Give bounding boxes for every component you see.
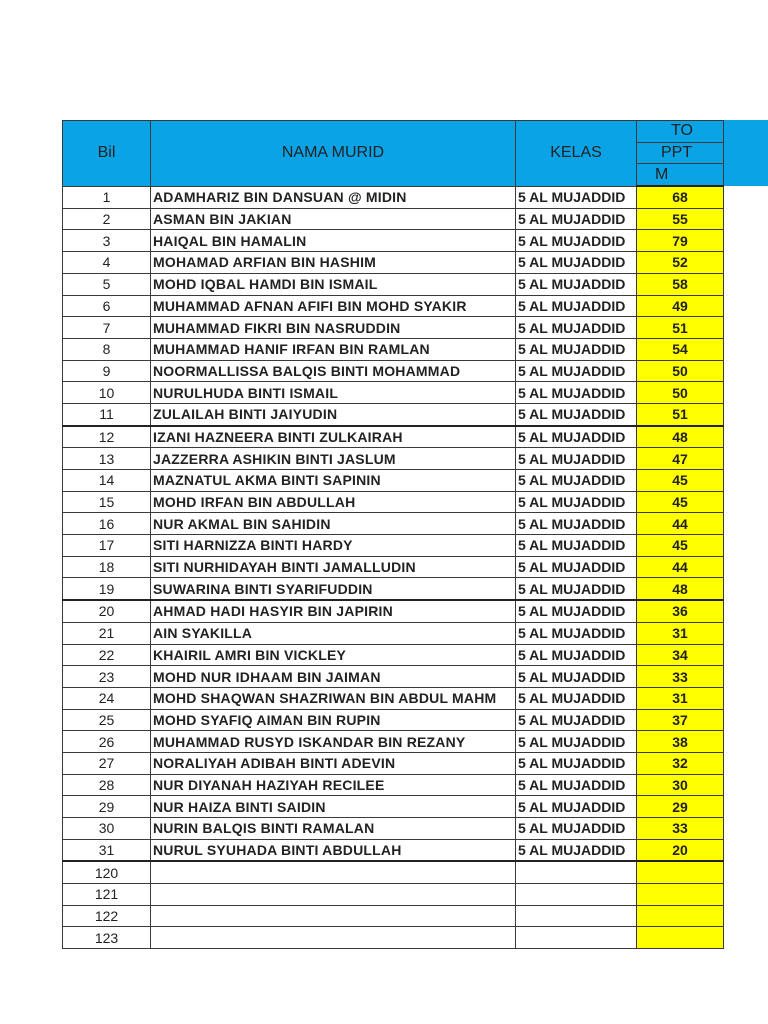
cell-kelas[interactable] xyxy=(516,861,637,883)
cell-score-m[interactable]: 58 xyxy=(637,273,724,295)
cell-kelas[interactable]: 5 AL MUJADDID xyxy=(516,338,637,360)
cell-nama-murid[interactable]: NURIN BALQIS BINTI RAMALAN xyxy=(151,818,516,840)
table-row xyxy=(63,273,724,295)
cell-bil[interactable]: 13 xyxy=(63,448,151,470)
cell-nama-murid[interactable]: MOHD SYAFIQ AIMAN BIN RUPIN xyxy=(151,709,516,731)
cell-bil[interactable]: 27 xyxy=(63,752,151,774)
cell-bil[interactable]: 2 xyxy=(63,208,151,230)
cell-nama-murid[interactable]: IZANI HAZNEERA BINTI ZULKAIRAH xyxy=(151,426,516,448)
cell-bil[interactable]: 22 xyxy=(63,644,151,666)
cell-nama-murid[interactable]: MUHAMMAD HANIF IRFAN BIN RAMLAN xyxy=(151,338,516,360)
cell-kelas[interactable]: 5 AL MUJADDID xyxy=(516,774,637,796)
cell-score-m[interactable]: 31 xyxy=(637,622,724,644)
cell-kelas[interactable]: 5 AL MUJADDID xyxy=(516,295,637,317)
cell-score-m[interactable]: 55 xyxy=(637,208,724,230)
cell-score-m[interactable] xyxy=(637,927,724,949)
table-row xyxy=(63,186,724,208)
cell-kelas[interactable]: 5 AL MUJADDID xyxy=(516,426,637,448)
cell-score-m[interactable]: 49 xyxy=(637,295,724,317)
cell-nama-murid[interactable]: MOHD NUR IDHAAM BIN JAIMAN xyxy=(151,666,516,688)
cell-nama-murid[interactable] xyxy=(151,884,516,906)
cell-bil[interactable]: 121 xyxy=(63,884,151,906)
cell-score-m[interactable]: 51 xyxy=(637,317,724,339)
cell-bil[interactable]: 15 xyxy=(63,491,151,513)
cell-score-m[interactable]: 36 xyxy=(637,600,724,622)
table-row xyxy=(63,448,724,470)
cell-kelas[interactable]: 5 AL MUJADDID xyxy=(516,709,637,731)
table-row xyxy=(63,295,724,317)
table-row xyxy=(63,666,724,688)
header-col-m[interactable]: M xyxy=(637,164,724,186)
table-row xyxy=(63,360,724,382)
table-row xyxy=(63,600,724,622)
cell-score-m[interactable]: 30 xyxy=(637,774,724,796)
cell-kelas[interactable]: 5 AL MUJADDID xyxy=(516,818,637,840)
cell-kelas[interactable] xyxy=(516,884,637,906)
cell-nama-murid[interactable]: NOORMALLISSA BALQIS BINTI MOHAMMAD xyxy=(151,360,516,382)
spreadsheet xyxy=(62,120,724,949)
cell-score-m[interactable]: 79 xyxy=(637,230,724,252)
cell-kelas[interactable]: 5 AL MUJADDID xyxy=(516,839,637,861)
cell-bil[interactable]: 10 xyxy=(63,382,151,404)
cell-bil[interactable]: 24 xyxy=(63,687,151,709)
cell-score-m[interactable]: 51 xyxy=(637,403,724,425)
table-row xyxy=(63,905,724,927)
cell-kelas[interactable]: 5 AL MUJADDID xyxy=(516,752,637,774)
cell-bil[interactable]: 3 xyxy=(63,230,151,252)
cell-kelas[interactable]: 5 AL MUJADDID xyxy=(516,600,637,622)
table-row xyxy=(63,622,724,644)
cell-nama-murid[interactable]: ASMAN BIN JAKIAN xyxy=(151,208,516,230)
cell-nama-murid[interactable]: MAZNATUL AKMA BINTI SAPININ xyxy=(151,470,516,492)
student-table xyxy=(62,120,724,949)
cell-kelas[interactable]: 5 AL MUJADDID xyxy=(516,360,637,382)
cell-bil[interactable]: 6 xyxy=(63,295,151,317)
cell-score-m[interactable]: 50 xyxy=(637,360,724,382)
cell-bil[interactable]: 120 xyxy=(63,861,151,883)
table-row xyxy=(63,709,724,731)
cell-bil[interactable]: 11 xyxy=(63,403,151,425)
cell-kelas[interactable]: 5 AL MUJADDID xyxy=(516,796,637,818)
cell-bil[interactable]: 21 xyxy=(63,622,151,644)
cell-bil[interactable]: 31 xyxy=(63,839,151,861)
cell-score-m[interactable]: 45 xyxy=(637,535,724,557)
table-row xyxy=(63,644,724,666)
header-group-top[interactable]: TO xyxy=(637,121,724,143)
cell-kelas[interactable]: 5 AL MUJADDID xyxy=(516,230,637,252)
cell-nama-murid[interactable] xyxy=(151,905,516,927)
cell-score-m[interactable]: 54 xyxy=(637,338,724,360)
cell-bil[interactable]: 16 xyxy=(63,513,151,535)
cell-nama-murid[interactable]: SITI NURHIDAYAH BINTI JAMALLUDIN xyxy=(151,556,516,578)
table-row xyxy=(63,861,724,883)
header-bil[interactable]: Bil xyxy=(63,121,151,187)
cell-nama-murid[interactable]: HAIQAL BIN HAMALIN xyxy=(151,230,516,252)
cell-bil[interactable]: 5 xyxy=(63,273,151,295)
cell-bil[interactable]: 7 xyxy=(63,317,151,339)
cell-nama-murid[interactable]: MOHD IRFAN BIN ABDULLAH xyxy=(151,491,516,513)
cell-bil[interactable]: 18 xyxy=(63,556,151,578)
student-rows xyxy=(63,186,724,949)
table-row xyxy=(63,839,724,861)
cell-nama-murid[interactable]: SITI HARNIZZA BINTI HARDY xyxy=(151,535,516,557)
cell-score-m[interactable]: 33 xyxy=(637,818,724,840)
table-row xyxy=(63,317,724,339)
cell-score-m[interactable]: 38 xyxy=(637,731,724,753)
table-row xyxy=(63,818,724,840)
table-row xyxy=(63,927,724,949)
cell-nama-murid[interactable] xyxy=(151,927,516,949)
cell-score-m[interactable]: 33 xyxy=(637,666,724,688)
cell-nama-murid[interactable]: NURULHUDA BINTI ISMAIL xyxy=(151,382,516,404)
cell-bil[interactable]: 20 xyxy=(63,600,151,622)
cell-bil[interactable]: 1 xyxy=(63,186,151,208)
table-row xyxy=(63,535,724,557)
cell-bil[interactable]: 8 xyxy=(63,338,151,360)
cell-score-m[interactable]: 45 xyxy=(637,470,724,492)
cell-kelas[interactable]: 5 AL MUJADDID xyxy=(516,578,637,600)
table-row xyxy=(63,884,724,906)
cell-kelas[interactable]: 5 AL MUJADDID xyxy=(516,317,637,339)
cell-kelas[interactable]: 5 AL MUJADDID xyxy=(516,491,637,513)
cell-nama-murid[interactable]: NURUL SYUHADA BINTI ABDULLAH xyxy=(151,839,516,861)
cell-kelas[interactable] xyxy=(516,927,637,949)
table-row xyxy=(63,382,724,404)
table-row xyxy=(63,491,724,513)
cell-nama-murid[interactable] xyxy=(151,861,516,883)
table-row xyxy=(63,470,724,492)
cell-bil[interactable]: 17 xyxy=(63,535,151,557)
cell-score-m[interactable]: 29 xyxy=(637,796,724,818)
table-row xyxy=(63,752,724,774)
cell-nama-murid[interactable]: MUHAMMAD RUSYD ISKANDAR BIN REZANY xyxy=(151,731,516,753)
cell-nama-murid[interactable]: SUWARINA BINTI SYARIFUDDIN xyxy=(151,578,516,600)
cell-score-m[interactable] xyxy=(637,884,724,906)
table-row xyxy=(63,403,724,425)
cell-bil[interactable]: 4 xyxy=(63,252,151,274)
table-row xyxy=(63,774,724,796)
cell-kelas[interactable]: 5 AL MUJADDID xyxy=(516,186,637,208)
header-kelas[interactable]: KELAS xyxy=(516,121,637,187)
cell-score-m[interactable]: 32 xyxy=(637,752,724,774)
cell-kelas[interactable]: 5 AL MUJADDID xyxy=(516,403,637,425)
cell-score-m[interactable]: 48 xyxy=(637,426,724,448)
table-row xyxy=(63,513,724,535)
cell-score-m[interactable]: 20 xyxy=(637,839,724,861)
cell-kelas[interactable]: 5 AL MUJADDID xyxy=(516,666,637,688)
cell-nama-murid[interactable]: ZULAILAH BINTI JAIYUDIN xyxy=(151,403,516,425)
table-row xyxy=(63,230,724,252)
cell-bil[interactable]: 12 xyxy=(63,426,151,448)
table-row xyxy=(63,556,724,578)
cell-bil[interactable]: 28 xyxy=(63,774,151,796)
cell-nama-murid[interactable]: NUR HAIZA BINTI SAIDIN xyxy=(151,796,516,818)
cell-kelas[interactable]: 5 AL MUJADDID xyxy=(516,556,637,578)
cell-kelas[interactable]: 5 AL MUJADDID xyxy=(516,622,637,644)
cell-nama-murid[interactable]: MUHAMMAD AFNAN AFIFI BIN MOHD SYAKIR xyxy=(151,295,516,317)
cell-nama-murid[interactable]: KHAIRIL AMRI BIN VICKLEY xyxy=(151,644,516,666)
cell-kelas[interactable]: 5 AL MUJADDID xyxy=(516,448,637,470)
cell-kelas[interactable] xyxy=(516,905,637,927)
cell-score-m[interactable] xyxy=(637,905,724,927)
cell-nama-murid[interactable]: ADAMHARIZ BIN DANSUAN @ MIDIN xyxy=(151,186,516,208)
table-row xyxy=(63,338,724,360)
table-row xyxy=(63,578,724,600)
cell-kelas[interactable]: 5 AL MUJADDID xyxy=(516,535,637,557)
cell-score-m[interactable]: 45 xyxy=(637,491,724,513)
cell-nama-murid[interactable]: MOHD IQBAL HAMDI BIN ISMAIL xyxy=(151,273,516,295)
table-row xyxy=(63,426,724,448)
cell-kelas[interactable]: 5 AL MUJADDID xyxy=(516,513,637,535)
cell-bil[interactable]: 123 xyxy=(63,927,151,949)
cell-nama-murid[interactable]: JAZZERRA ASHIKIN BINTI JASLUM xyxy=(151,448,516,470)
cell-bil[interactable]: 25 xyxy=(63,709,151,731)
table-row xyxy=(63,208,724,230)
cell-score-m[interactable]: 34 xyxy=(637,644,724,666)
cell-nama-murid[interactable]: NORALIYAH ADIBAH BINTI ADEVIN xyxy=(151,752,516,774)
cell-bil[interactable]: 9 xyxy=(63,360,151,382)
cell-score-m[interactable]: 48 xyxy=(637,578,724,600)
cell-bil[interactable]: 29 xyxy=(63,796,151,818)
cell-bil[interactable]: 122 xyxy=(63,905,151,927)
cell-score-m[interactable]: 68 xyxy=(637,186,724,208)
cell-kelas[interactable]: 5 AL MUJADDID xyxy=(516,687,637,709)
cell-nama-murid[interactable]: AHMAD HADI HASYIR BIN JAPIRIN xyxy=(151,600,516,622)
cell-kelas[interactable]: 5 AL MUJADDID xyxy=(516,470,637,492)
cell-kelas[interactable]: 5 AL MUJADDID xyxy=(516,208,637,230)
cell-bil[interactable]: 26 xyxy=(63,731,151,753)
table-row xyxy=(63,796,724,818)
cell-nama-murid[interactable]: NUR AKMAL BIN SAHIDIN xyxy=(151,513,516,535)
cell-kelas[interactable]: 5 AL MUJADDID xyxy=(516,252,637,274)
header-nama-murid[interactable]: NAMA MURID xyxy=(151,121,516,187)
cell-bil[interactable]: 30 xyxy=(63,818,151,840)
table-row xyxy=(63,252,724,274)
table-row xyxy=(63,731,724,753)
header-group-ppt[interactable]: PPT xyxy=(637,142,724,164)
cell-score-m[interactable]: 47 xyxy=(637,448,724,470)
cell-nama-murid[interactable]: MUHAMMAD FIKRI BIN NASRUDDIN xyxy=(151,317,516,339)
cell-kelas[interactable]: 5 AL MUJADDID xyxy=(516,382,637,404)
cell-bil[interactable]: 23 xyxy=(63,666,151,688)
cell-score-m[interactable]: 37 xyxy=(637,709,724,731)
cell-kelas[interactable]: 5 AL MUJADDID xyxy=(516,731,637,753)
cell-nama-murid[interactable]: NUR DIYANAH HAZIYAH RECILEE xyxy=(151,774,516,796)
cell-kelas[interactable]: 5 AL MUJADDID xyxy=(516,273,637,295)
cell-bil[interactable]: 14 xyxy=(63,470,151,492)
cell-kelas[interactable]: 5 AL MUJADDID xyxy=(516,644,637,666)
cell-bil[interactable]: 19 xyxy=(63,578,151,600)
cell-nama-murid[interactable]: MOHD SHAQWAN SHAZRIWAN BIN ABDUL MAHM xyxy=(151,687,516,709)
cell-score-m[interactable]: 50 xyxy=(637,382,724,404)
cell-score-m[interactable]: 31 xyxy=(637,687,724,709)
cell-nama-murid[interactable]: AIN SYAKILLA xyxy=(151,622,516,644)
cell-score-m[interactable]: 52 xyxy=(637,252,724,274)
cell-score-m[interactable]: 44 xyxy=(637,513,724,535)
cell-nama-murid[interactable]: MOHAMAD ARFIAN BIN HASHIM xyxy=(151,252,516,274)
cell-score-m[interactable]: 44 xyxy=(637,556,724,578)
table-row xyxy=(63,687,724,709)
cell-score-m[interactable] xyxy=(637,861,724,883)
